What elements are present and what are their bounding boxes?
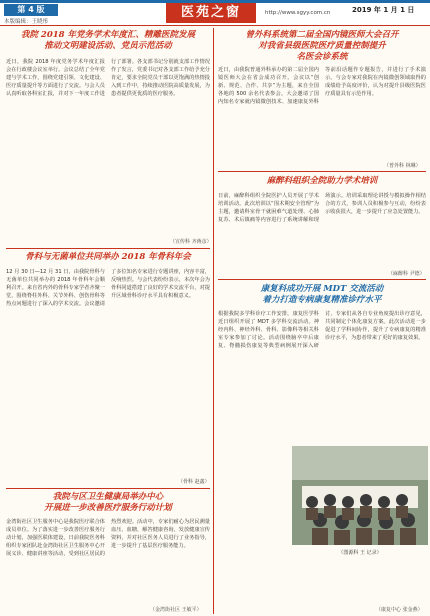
header-rule xyxy=(0,25,430,26)
article-4-body: 近日，由我院普通外科承办的第二届全国内镜医师大会在省会成功召开。会议以“创新、规范、合作、共享”为主题，来自全国各地的 500 余名代表参会。大会邀请了国内知名专家就内镜微创技术、加速康复外科等前沿话题作专题报告，并进行了手术演示。与会专家对我院在内镜微创领域取得的成绩给予高度评价，认为对提升县级医院医疗质量具有示范作用。 xyxy=(218,67,426,105)
meeting-photo-illustration xyxy=(292,446,428,545)
article-5-source: （麻醉科 尹德） xyxy=(388,271,425,277)
photo-caption: （图源科 王 记录） xyxy=(338,550,382,556)
article-1-title-line: 我院 2018 年党务学术年度汇、精雕医院发展 xyxy=(20,30,196,40)
column-divider-center xyxy=(213,28,214,614)
article-1-title-line: 推动文明建设活动、党员示范活动 xyxy=(44,41,172,51)
article-6-source: （康复中心 张金燕） xyxy=(376,607,423,613)
article-1-body: 近日，我院 2018 年度党务学术年度汇报会在行政楼会议室举行。会议总结了全年党建与学术工作，围绕党建引领、文化建设、医疗质量提升等方面进行了交流。与会人员认真听取各科室汇报，并对下一年度工作进行了部署。各支部书记分别就支部工作情况作了发言，党委书记对各支部工作给予充分肯定，要求全院党员干部以更饱满的热情投入到工作中，持续推动医院高质量发展，为患者提供更优质的医疗服务。 xyxy=(6,59,210,97)
article-4-source: （普外科 林琳） xyxy=(384,163,421,169)
meeting-photo xyxy=(292,446,428,545)
divider-4 xyxy=(218,279,426,280)
article-6-body-continued xyxy=(218,446,288,606)
section-banner: 医苑之窗 xyxy=(166,3,256,23)
article-6-title xyxy=(218,284,426,306)
article-1-title xyxy=(6,30,210,52)
article-5-title-line: 麻醉科组织全院助力学术培训 xyxy=(266,176,378,186)
article-2-source: （骨科 赵鑫） xyxy=(178,479,210,485)
article-6-title-line: 着力打造专病康复精准诊疗水平 xyxy=(262,295,382,305)
article-5-body: 日前，麻醉科组织全院医护人员开展了学术培训活动。此次培训以“围术期安全管理”为主题，邀请科室骨干就困难气道处理、心肺复苏、术后镇痛等内容进行了系统讲解和现场演示。培训采取理论讲授与模拟操作相结合的方式，参训人员积极参与互动，纷纷表示收获很大，进一步提升了应急处置能力。 xyxy=(218,193,426,223)
article-1-source: （宣传科 齐蒋彦） xyxy=(170,239,212,245)
site-url[interactable]: http://www.sgyy.com.cn xyxy=(265,10,331,16)
article-2-title-line: 骨科与无菌单位共同举办 2018 年骨科年会 xyxy=(25,252,191,262)
article-5-title xyxy=(218,176,426,187)
article-4-title-line: 名医会诊系统 xyxy=(296,52,348,62)
article-3-title-line: 我院与区卫生健康局举办中心 xyxy=(52,492,164,502)
divider-3 xyxy=(218,171,426,172)
issue-date: 2019 年 1 月 1 日 xyxy=(352,6,415,14)
article-6-title-line: 康复科成功开展 MDT 交流活动 xyxy=(260,284,384,294)
article-3-title xyxy=(6,492,210,514)
article-3-body: 金湾街社区卫生服务中心是我院医疗联合体成员单位。为了落实进一步改善医疗服务行动计划，加强医联体建设，日前我院医务科组织专家团队赴金湾街社区卫生服务中心开展义诊、健康讲座等活动，受到社区居民的热烈欢迎。活动中，专家们耐心为居民测量血压、血糖，解答健康咨询，发放健康宣传资料，并对社区医务人员进行了业务指导，进一步提升了基层医疗服务能力。 xyxy=(6,519,210,557)
article-2-title xyxy=(6,252,210,263)
divider-2 xyxy=(6,488,210,489)
article-6-body: 根据我院多学科诊疗工作安排，康复医学科近日组织开展了 MDT 多学科交流活动。神经内科、神经外科、骨科、影像科等相关科室专家参加了讨论。活动围绕脑卒中后康复、脊髓损伤康复等典型病例展开深入研讨，专家们从各自专业角度提出诊疗意见，共同制定个体化康复方案。此次活动进一步促进了学科间协作，提升了专病康复的精准诊疗水平，为患者带来了更好的康复效果。 xyxy=(218,311,426,349)
page-header xyxy=(0,0,430,26)
article-4-title-line: 曾外科系统第二届全国内镜医师大会召开 xyxy=(245,30,399,40)
article-4-title-line: 对我省县级医院医疗质量控制提升 xyxy=(258,41,386,51)
article-4-title xyxy=(218,30,426,63)
page-number: 第 4 版 xyxy=(4,4,58,16)
article-2-body: 12 月 30 日—12 月 31 日，由我院骨科与无菌单位共同举办的 2018 年骨科年会顺利召开。来自省内外的骨科专家学者齐聚一堂，围绕脊柱外科、关节外科、创伤骨科等热点问题进行了深入的学术交流。会议邀请了多位知名专家进行专题讲座，内容丰富，反响热烈。与会代表纷纷表示，本次年会为骨科同道搭建了良好的学术交流平台，对提升区域骨科诊疗水平具有积极意义。 xyxy=(6,269,210,307)
editor-line: 本版编辑：王晓彤 xyxy=(4,19,49,25)
divider-1 xyxy=(6,248,210,249)
article-3-title-line: 开展进一步改善医疗服务行动计划 xyxy=(44,503,172,513)
article-3-source: （金湾街社区 王敏平） xyxy=(150,607,202,613)
